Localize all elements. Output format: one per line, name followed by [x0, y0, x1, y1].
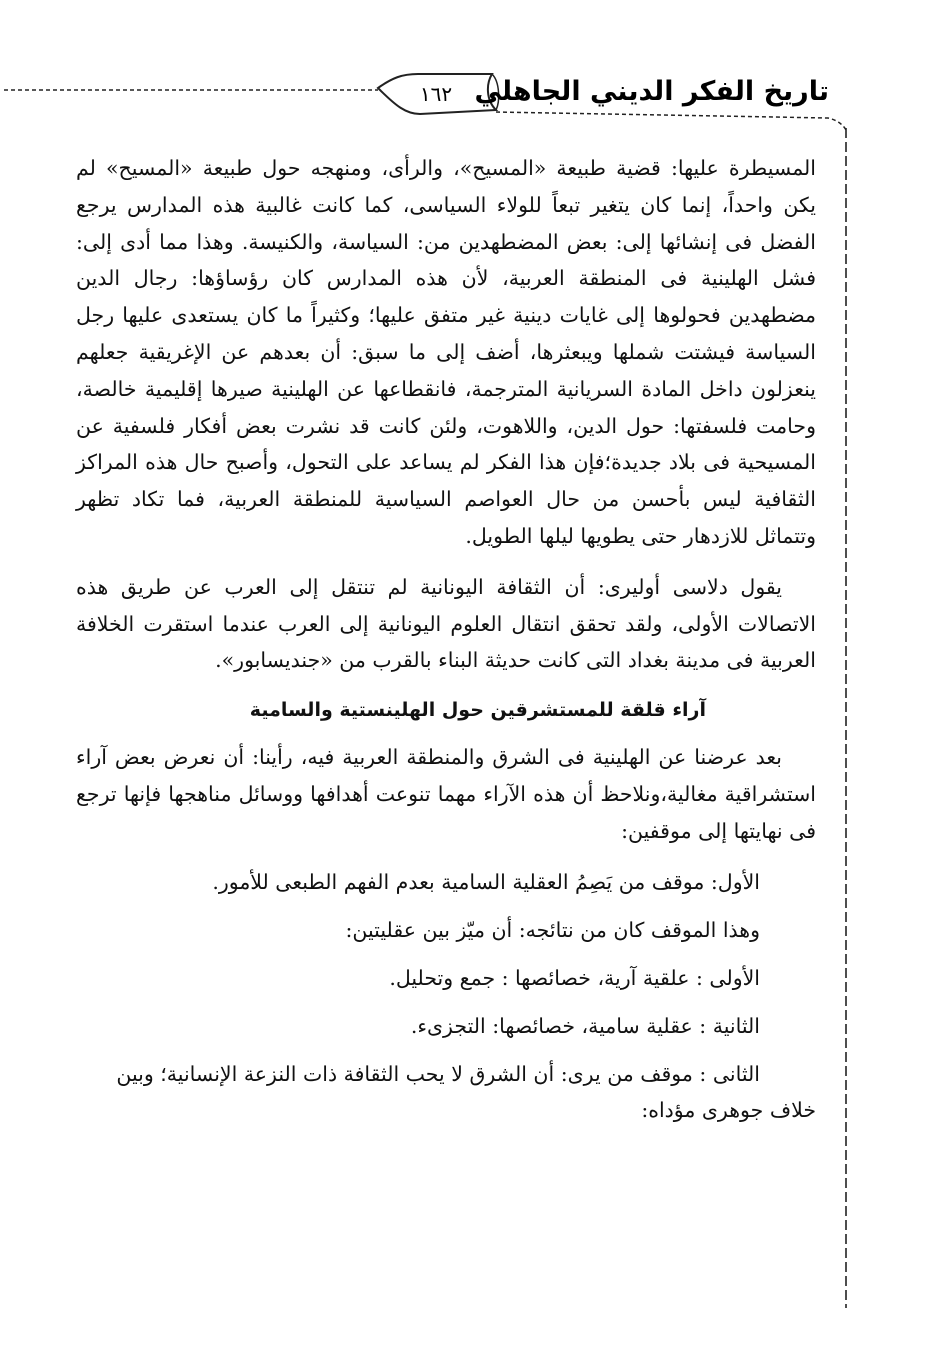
list-item: الأولى : علقية آرية، خصائصها : جمع وتحليل.: [389, 965, 760, 990]
section-heading: آراء قلقة للمستشرقين حول الهلينستية والسامية: [249, 699, 706, 722]
list-item: الأول: موقف من يَصِمُ العقلية السامية بعدم الفهم الطبعى للأمور.: [212, 869, 760, 894]
page-header: [0, 60, 929, 130]
page-number: ١٦٢: [419, 82, 453, 106]
list-item: الثانية : عقلية سامية، خصائصها: التجزىء.: [410, 1013, 760, 1038]
list-item: وهذا الموقف كان من نتائجه: أن ميّز بين عقليتين:: [345, 917, 760, 942]
page-body: [76, 150, 816, 1129]
section-paragraph: بعد عرضنا عن الهلينية فى الشرق والمنطقة العربية فيه، رأينا: أن نعرض بعض آراء استشراقية مغالية،ونلاحظ أن هذه الآراء مهما تنوعت أهدافها ووسائل مناهجها فإنها ترجع فى نهايتها إلى موقفين:: [76, 745, 816, 843]
closing-paragraph-line: الثانى : موقف من يرى: أن الشرق لا يحب الثقافة ذات النزعة الإنسانية؛ وبين: [116, 1061, 760, 1086]
closing-paragraph-line: خلاف جوهرى مؤداه:: [641, 1098, 816, 1123]
right-margin-rule: [838, 128, 858, 1308]
body-paragraph: المسيطرة عليها: قضية طبيعة «المسيح»، والرأى، ومنهجه حول طبيعة «المسيح» لم يكن واحداً، إنما كان يتغير تبعاً للولاء السياسى، كما كانت غالبية هذه المدارس يرجع الفضل فى إنشائها إلى: بعض المضطهدين من: السياسة، والكنيسة. وهذا مما أدى إلى: فشل الهلينية فى المنطقة العربية، لأن هذه المدارس كان رؤساؤها: رجال الدين مضطهدين فحولوها إلى غايات دينية غير متفق عليها؛ وكثيراً ما كان يستعدى عليها رجل السياسة فيشتت شملها ويبعثرها، أضف إلى ما سبق: أن بعدهم عن الإغريقية جعلهم ينعزلون داخل المادة السريانية المترجمة، فانقطاعها عن الهلينية صيرها إقليمية خالصة، وحامت فلسفتها: حول الدين، واللاهوت، ولئن كانت قد نشرت بعض أفكار فلسفية عن المسيحية فى بلاد جديدة؛فإن هذا الفكر لم يساعد على التحول، وأصبح حال هذه المراكز الثقافية ليس بأحسن من حال العواصم السياسية للمنطقة العربية، فما تكاد تظهر وتتماثل للازدهار حتى يطويها ليلها الطويل.: [76, 156, 816, 548]
book-title: تاريخ الفكر الديني الجاهلي: [474, 76, 829, 107]
body-paragraph: يقول دلاسى أوليرى: أن الثقافة اليونانية لم تنتقل إلى العرب عن طريق هذه الاتصالات الأولى، ولقد تحقق انتقال العلوم اليونانية إلى العرب عندما استقرت الخلافة العربية فى مدينة بغداد التى كانت حديثة البناء بالقرب من «جنديسابور».: [76, 574, 816, 673]
